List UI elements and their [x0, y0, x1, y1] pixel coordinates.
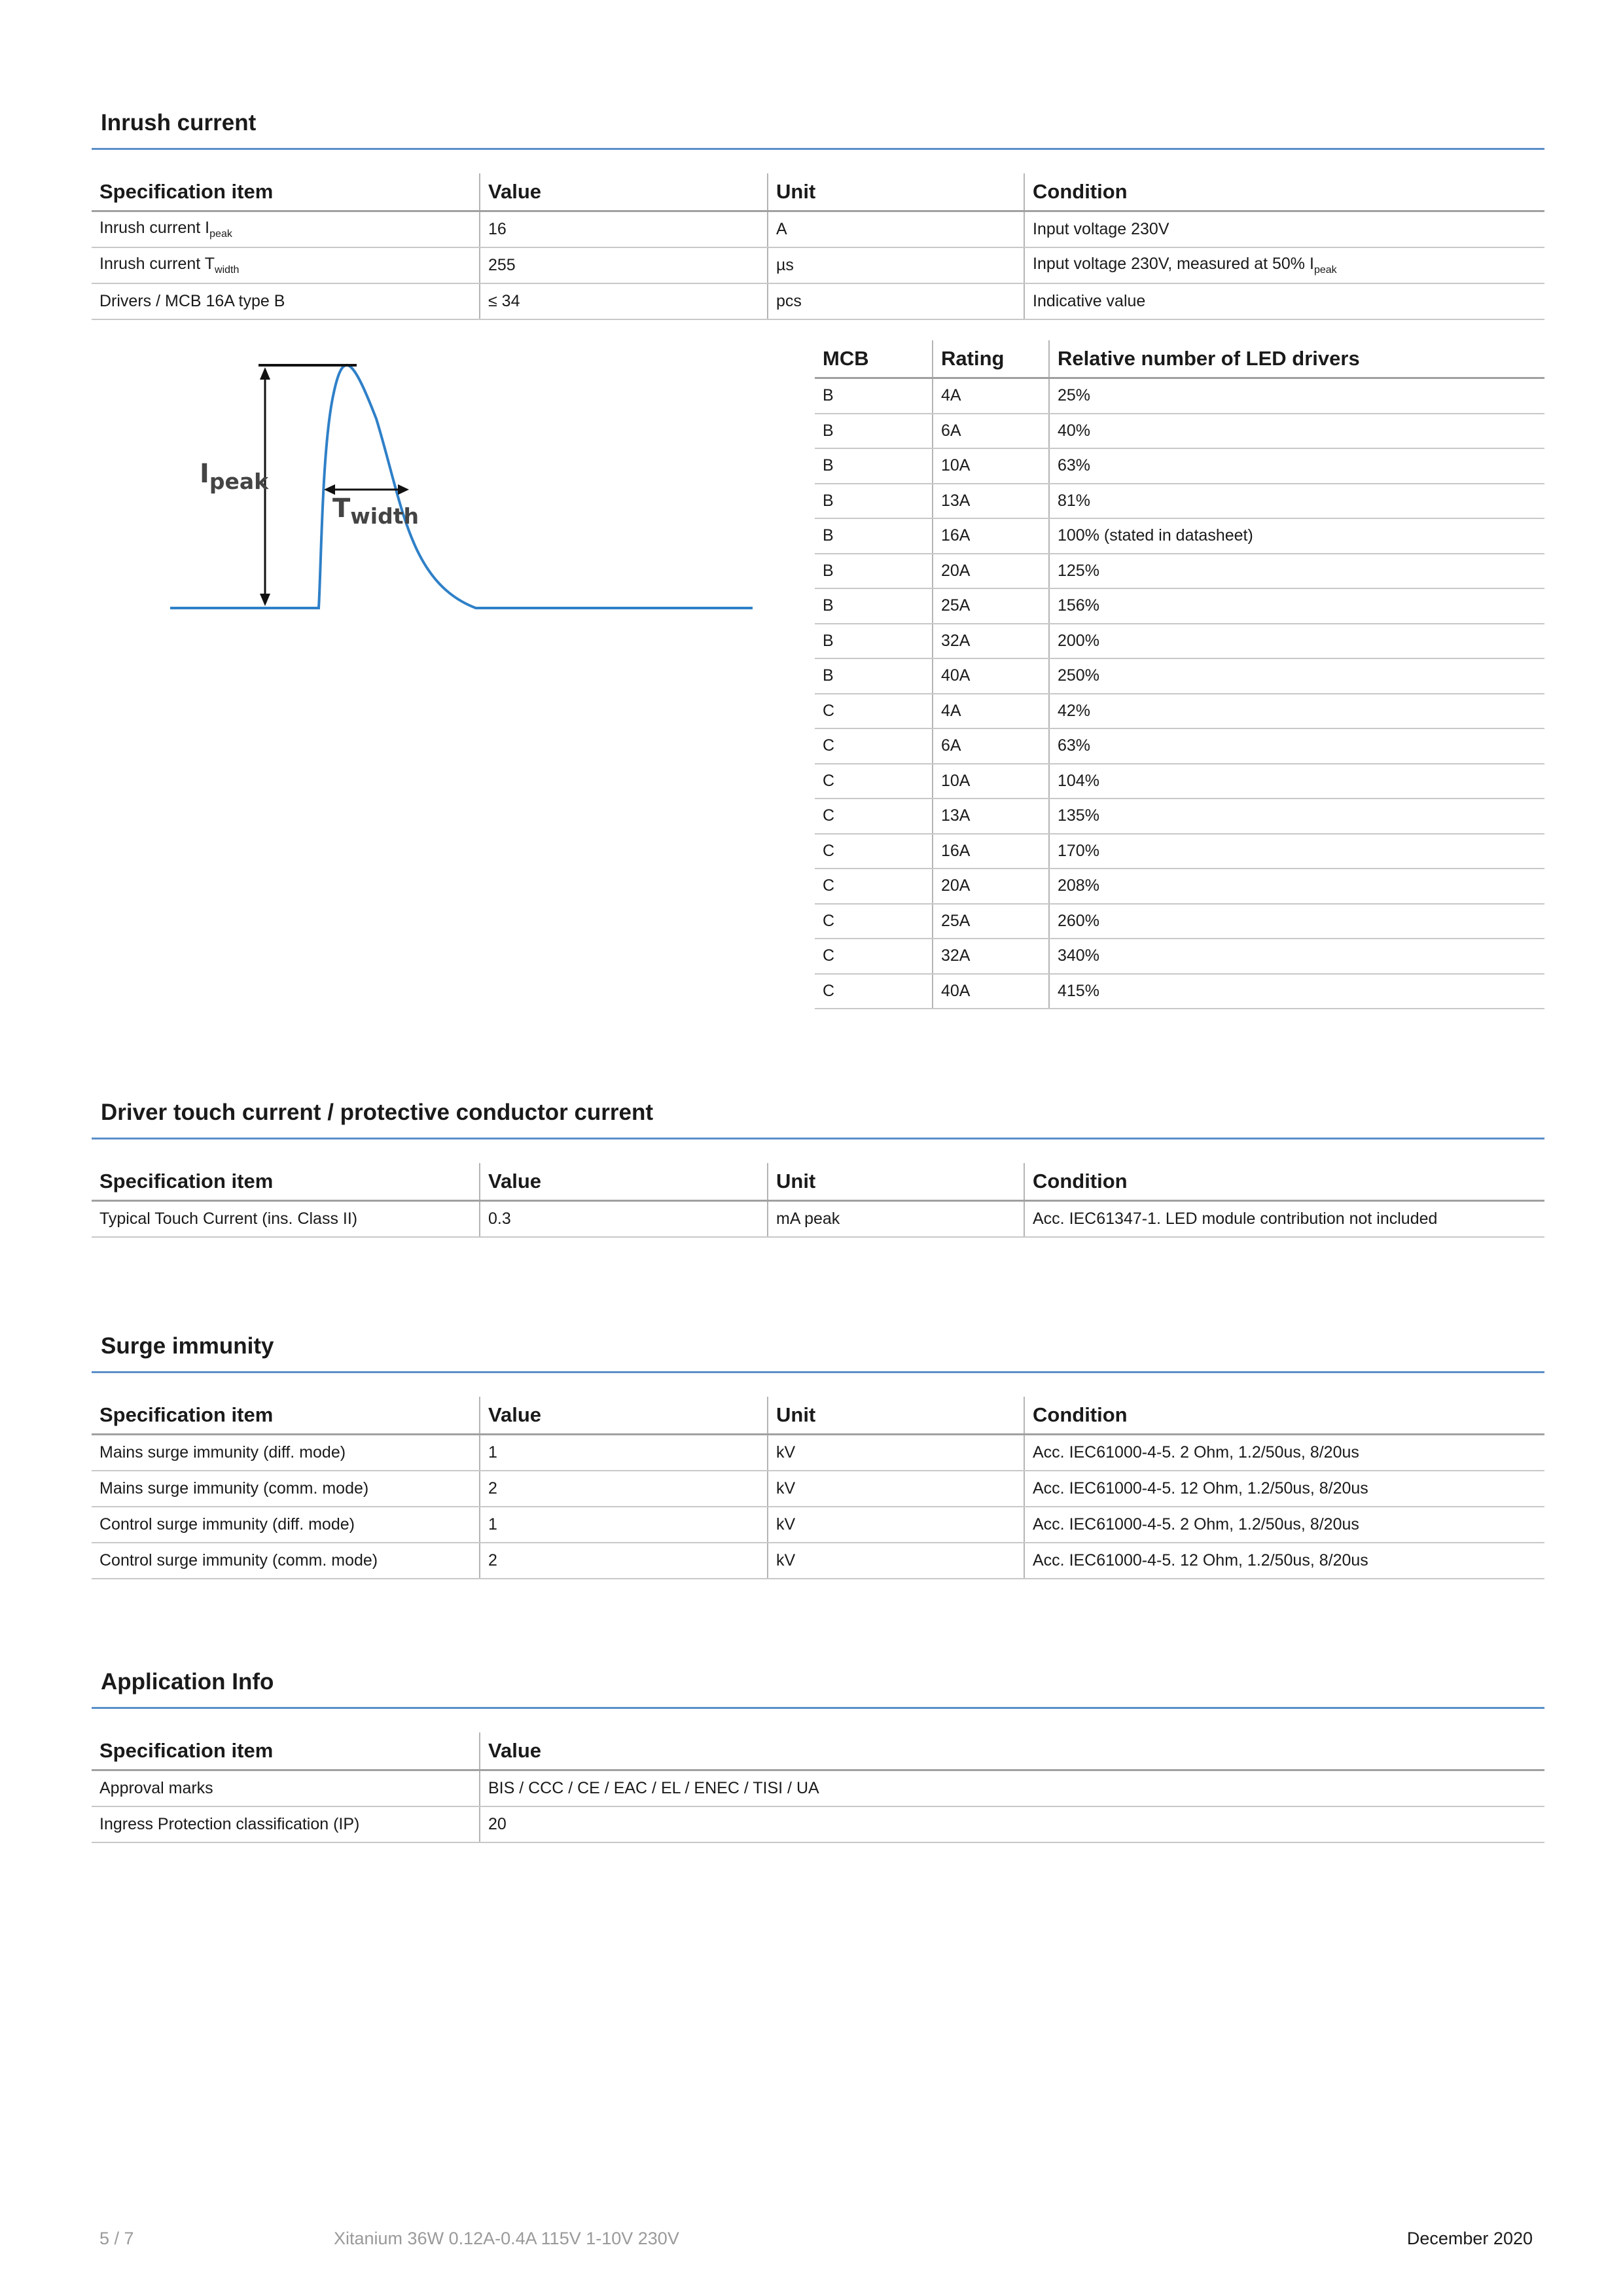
relative-number-cell: 415%: [1049, 974, 1544, 1009]
table-row: [815, 904, 1544, 939]
relative-number-cell: 200%: [1049, 624, 1544, 659]
footer-page-number: 5 / 7: [99, 2229, 134, 2248]
rating-cell: 20A: [933, 869, 1049, 904]
mcb-type-cell: B: [815, 588, 933, 624]
column-header: Specification item: [92, 1732, 480, 1770]
condition-cell: Indicative value: [1024, 283, 1544, 319]
mcb-table: [815, 340, 1544, 1009]
condition-cell: Acc. IEC61347-1. LED module contribution not included: [1024, 1201, 1544, 1238]
column-header: Condition: [1024, 173, 1544, 211]
rating-cell: 25A: [933, 588, 1049, 624]
twidth-label: Twidth: [332, 493, 419, 529]
column-header: Unit: [768, 173, 1024, 211]
mcb-type-cell: C: [815, 939, 933, 974]
rating-cell: 10A: [933, 764, 1049, 799]
value-cell: 1: [480, 1435, 768, 1471]
mcb-type-cell: B: [815, 378, 933, 414]
mcb-table-body: [815, 378, 1544, 1009]
condition-cell: Acc. IEC61000-4-5. 12 Ohm, 1.2/50us, 8/20us: [1024, 1543, 1544, 1579]
table-header-row: [92, 173, 1544, 211]
value-cell: 1: [480, 1507, 768, 1543]
column-header: Value: [480, 1163, 768, 1201]
section-inrush-current: [92, 105, 1544, 320]
table-row: [92, 211, 1544, 248]
inrush-spec-table: [92, 173, 1544, 320]
relative-number-cell: 100% (stated in datasheet): [1049, 518, 1544, 554]
rating-cell: 32A: [933, 939, 1049, 974]
table-row: [92, 247, 1544, 283]
table-row: [92, 1543, 1544, 1579]
section-divider: [92, 1138, 1544, 1139]
arrowhead-right-icon: [398, 484, 409, 495]
table-row: [92, 1806, 1544, 1842]
column-header: Value: [480, 1732, 1544, 1770]
relative-number-cell: 125%: [1049, 554, 1544, 589]
rating-cell: 40A: [933, 658, 1049, 694]
touch-current-table: [92, 1163, 1544, 1238]
relative-number-cell: 135%: [1049, 798, 1544, 834]
relative-number-cell: 156%: [1049, 588, 1544, 624]
table-row: [92, 1770, 1544, 1807]
table-header-row: [92, 1163, 1544, 1201]
condition-cell: Acc. IEC61000-4-5. 2 Ohm, 1.2/50us, 8/20us: [1024, 1435, 1544, 1471]
table-row: [815, 869, 1544, 904]
spec-item-cell: Ingress Protection classification (IP): [92, 1806, 480, 1842]
spec-item-cell: Mains surge immunity (diff. mode): [92, 1435, 480, 1471]
relative-number-cell: 104%: [1049, 764, 1544, 799]
section-title: Driver touch current / protective conductor current: [101, 1100, 654, 1125]
table-row: [815, 518, 1544, 554]
column-header: Specification item: [92, 1163, 480, 1201]
relative-number-cell: 208%: [1049, 869, 1544, 904]
relative-number-cell: 63%: [1049, 448, 1544, 484]
column-header: Condition: [1024, 1397, 1544, 1435]
table-row: [815, 554, 1544, 589]
section-divider: [92, 1707, 1544, 1709]
table-row: [92, 1471, 1544, 1507]
column-header: Unit: [768, 1397, 1024, 1435]
section-application-info: [92, 1664, 1544, 1843]
relative-number-cell: 63%: [1049, 728, 1544, 764]
column-header: Relative number of LED drivers: [1049, 340, 1544, 378]
table-row: [815, 624, 1544, 659]
rating-cell: 6A: [933, 728, 1049, 764]
table-row: [815, 658, 1544, 694]
table-row: [92, 283, 1544, 319]
table-row: [815, 728, 1544, 764]
table-row: [815, 588, 1544, 624]
mcb-type-cell: C: [815, 834, 933, 869]
mcb-type-cell: B: [815, 414, 933, 449]
rating-cell: 13A: [933, 484, 1049, 519]
mcb-type-cell: B: [815, 624, 933, 659]
value-cell: 2: [480, 1471, 768, 1507]
spec-item-cell: Control surge immunity (comm. mode): [92, 1543, 480, 1579]
column-header: Value: [480, 1397, 768, 1435]
value-cell: ≤ 34: [480, 283, 768, 319]
relative-number-cell: 260%: [1049, 904, 1544, 939]
mcb-type-cell: B: [815, 448, 933, 484]
condition-cell: Acc. IEC61000-4-5. 12 Ohm, 1.2/50us, 8/20us: [1024, 1471, 1544, 1507]
section-touch-current: [92, 1094, 1544, 1238]
spec-item-cell: Approval marks: [92, 1770, 480, 1807]
relative-number-cell: 340%: [1049, 939, 1544, 974]
rating-cell: 10A: [933, 448, 1049, 484]
unit-cell: µs: [768, 247, 1024, 283]
mcb-type-cell: B: [815, 658, 933, 694]
section-divider: [92, 1371, 1544, 1373]
ipeak-label: Ipeak: [200, 459, 269, 494]
unit-cell: kV: [768, 1435, 1024, 1471]
footer-date: December 2020: [1406, 2229, 1533, 2248]
rating-cell: 4A: [933, 378, 1049, 414]
table-header-row: [815, 340, 1544, 378]
section-title: Application Info: [101, 1669, 274, 1695]
footer-product-name: Xitanium 36W 0.12A-0.4A 115V 1-10V 230V: [334, 2229, 679, 2248]
unit-cell: kV: [768, 1507, 1024, 1543]
mcb-type-cell: B: [815, 518, 933, 554]
rating-cell: 25A: [933, 904, 1049, 939]
table-row: [92, 1201, 1544, 1238]
table-row: [815, 834, 1544, 869]
column-header: MCB: [815, 340, 933, 378]
inrush-pulse-diagram: [157, 347, 766, 622]
relative-number-cell: 81%: [1049, 484, 1544, 519]
table-row: [92, 1507, 1544, 1543]
mcb-type-cell: B: [815, 554, 933, 589]
condition-cell: Input voltage 230V: [1024, 211, 1544, 248]
condition-cell: Acc. IEC61000-4-5. 2 Ohm, 1.2/50us, 8/20us: [1024, 1507, 1544, 1543]
table-row: [815, 764, 1544, 799]
rating-cell: 4A: [933, 694, 1049, 729]
table-row: [92, 1435, 1544, 1471]
application-info-table: [92, 1732, 1544, 1843]
rating-cell: 13A: [933, 798, 1049, 834]
spec-item-cell: Inrush current $T_{width}$: [92, 247, 480, 283]
table-row: [815, 694, 1544, 729]
section-title: Inrush current: [101, 110, 257, 135]
column-header: Specification item: [92, 173, 480, 211]
column-header: Specification item: [92, 1397, 480, 1435]
unit-cell: mA peak: [768, 1201, 1024, 1238]
value-cell: BIS / CCC / CE / EAC / EL / ENEC / TISI / UA: [480, 1770, 1544, 1807]
mcb-type-cell: C: [815, 694, 933, 729]
section-divider: [92, 148, 1544, 150]
condition-cell: Input voltage 230V, measured at 50% $I_{peak}$: [1024, 247, 1544, 283]
value-cell: 255: [480, 247, 768, 283]
value-cell: 16: [480, 211, 768, 248]
table-row: [815, 939, 1544, 974]
table-row: [815, 974, 1544, 1009]
relative-number-cell: 42%: [1049, 694, 1544, 729]
column-header: Rating: [933, 340, 1049, 378]
rating-cell: 32A: [933, 624, 1049, 659]
table-row: [815, 378, 1544, 414]
column-header: Condition: [1024, 1163, 1544, 1201]
section-title: Surge immunity: [101, 1333, 274, 1359]
spec-item-cell: Typical Touch Current (ins. Class II): [92, 1201, 480, 1238]
rating-cell: 20A: [933, 554, 1049, 589]
value-cell: 0.3: [480, 1201, 768, 1238]
relative-number-cell: 40%: [1049, 414, 1544, 449]
column-header: Value: [480, 173, 768, 211]
mcb-type-cell: C: [815, 869, 933, 904]
spec-item-cell: Inrush current $I_{peak}$: [92, 211, 480, 248]
rating-cell: 16A: [933, 834, 1049, 869]
unit-cell: kV: [768, 1543, 1024, 1579]
section-surge-immunity: [92, 1328, 1544, 1579]
table-row: [815, 448, 1544, 484]
arrowhead-down-icon: [260, 594, 270, 606]
rating-cell: 6A: [933, 414, 1049, 449]
rating-cell: 40A: [933, 974, 1049, 1009]
relative-number-cell: 250%: [1049, 658, 1544, 694]
table-row: [815, 414, 1544, 449]
unit-cell: A: [768, 211, 1024, 248]
mcb-type-cell: C: [815, 904, 933, 939]
value-cell: 2: [480, 1543, 768, 1579]
surge-immunity-table: [92, 1397, 1544, 1579]
arrowhead-up-icon: [260, 367, 270, 380]
mcb-type-cell: C: [815, 798, 933, 834]
mcb-type-cell: C: [815, 974, 933, 1009]
mcb-type-cell: C: [815, 764, 933, 799]
table-row: [815, 484, 1544, 519]
spec-item-cell: Control surge immunity (diff. mode): [92, 1507, 480, 1543]
rating-cell: 16A: [933, 518, 1049, 554]
mcb-type-cell: C: [815, 728, 933, 764]
table-header-row: [92, 1732, 1544, 1770]
column-header: Unit: [768, 1163, 1024, 1201]
mcb-type-cell: B: [815, 484, 933, 519]
relative-number-cell: 25%: [1049, 378, 1544, 414]
table-row: [815, 798, 1544, 834]
spec-item-cell: Drivers / MCB 16A type B: [92, 283, 480, 319]
relative-number-cell: 170%: [1049, 834, 1544, 869]
table-header-row: [92, 1397, 1544, 1435]
unit-cell: pcs: [768, 283, 1024, 319]
unit-cell: kV: [768, 1471, 1024, 1507]
value-cell: 20: [480, 1806, 1544, 1842]
spec-item-cell: Mains surge immunity (comm. mode): [92, 1471, 480, 1507]
